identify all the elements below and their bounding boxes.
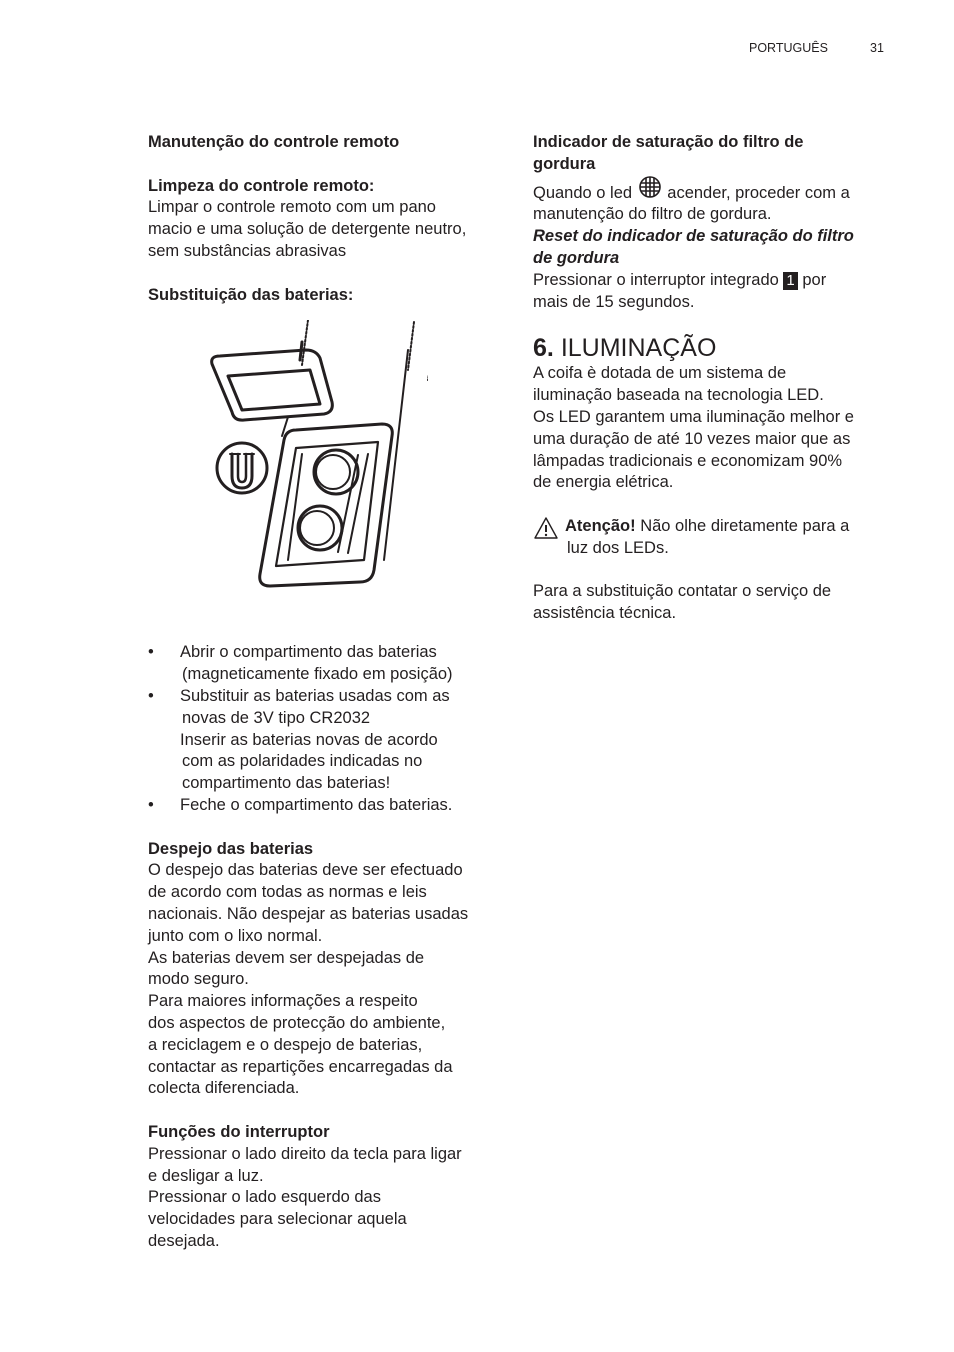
section-heading: 6. ILUMINAÇÃO	[533, 334, 717, 363]
lighting-line: uma duração de até 10 vezes maior que as	[533, 429, 851, 448]
list-item-text: com as polaridades indicadas no	[182, 752, 423, 771]
warning-label: Atenção!	[565, 516, 636, 535]
remote-cleaning-line: macio e uma solução de detergente neutro,	[148, 220, 467, 239]
disposal-line: colecta diferenciada.	[148, 1079, 300, 1098]
lighting-line: lâmpadas tradicionais e economizam 90%	[533, 451, 843, 470]
disposal-line: a reciclagem e o despejo de baterias,	[148, 1035, 423, 1054]
disposal-line: Para maiores informações a respeito	[148, 992, 418, 1011]
left-column	[148, 132, 508, 1253]
battery-replacement-title: Substituição das baterias:	[148, 285, 354, 304]
filter-indicator-title: gordura	[533, 154, 596, 173]
lighting-line: A coifa è dotada de um sistema de	[533, 364, 787, 383]
remote-cleaning-line: Limpar o controle remoto com um pano	[148, 198, 436, 217]
warning-text: luz dos LEDs.	[567, 538, 669, 557]
warning-note	[533, 516, 893, 560]
disposal-line: de acordo com todas as normas e leis	[148, 883, 427, 902]
reset-indicator-title: Reset do indicador de saturação do filtro	[533, 227, 854, 246]
list-item-text: novas de 3V tipo CR2032	[182, 708, 371, 727]
list-item-text: (magneticamente fixado em posição)	[182, 665, 453, 684]
grease-filter-grid-icon	[637, 176, 663, 200]
switch-line: Pressionar o lado esquerdo das	[148, 1188, 381, 1207]
disposal-line: nacionais. Não despejar as baterias usadas	[148, 904, 469, 923]
right-column	[533, 132, 893, 625]
disposal-line: modo seguro.	[148, 970, 249, 989]
switch-line: e desligar a luz.	[148, 1166, 264, 1185]
reset-indicator-text: mais de 15 segundos.	[533, 292, 695, 311]
lighting-line: de energia elétrica.	[533, 473, 674, 492]
list-item: • Abrir o compartimento das baterias (magneticamente fixado em posição)	[148, 642, 508, 686]
list-item	[148, 730, 508, 795]
reset-indicator-text: Pressionar o interruptor integrado 1 por	[533, 270, 827, 289]
remote-battery-illustration-icon	[198, 320, 428, 640]
page-number: 31	[870, 41, 884, 55]
list-item-text: Inserir as baterias novas de acordo	[180, 730, 438, 749]
remote-battery-illustration	[148, 320, 508, 640]
list-item: • Substituir as baterias usadas com as novas de 3V tipo CR2032	[148, 686, 508, 730]
warning-text: Não olhe diretamente para a	[640, 516, 850, 535]
battery-disposal-title: Despejo das baterias	[148, 839, 314, 858]
reset-indicator-title: de gordura	[533, 248, 620, 267]
remote-cleaning-title: Limpeza do controle remoto:	[148, 176, 375, 195]
list-item-text: Feche o compartimento das baterias.	[180, 795, 453, 814]
filter-indicator-text: Quando o led acender, proceder com a	[533, 176, 893, 205]
disposal-line: As baterias devem ser despejadas de	[148, 948, 425, 967]
list-item-text: Abrir o compartimento das baterias	[180, 643, 437, 662]
battery-steps-list	[148, 642, 508, 816]
switch-line: velocidades para selecionar aquela	[148, 1210, 407, 1229]
list-item-text: Substituir as baterias usadas com as	[180, 686, 450, 705]
lighting-line: iluminação baseada na tecnologia LED.	[533, 386, 824, 405]
disposal-line: contactar as repartições encarregadas da	[148, 1057, 453, 1076]
filter-indicator-title: Indicador de saturação do filtro de	[533, 133, 804, 151]
list-item-text: compartimento das baterias!	[182, 774, 391, 793]
warning-triangle-icon	[533, 516, 559, 540]
switch-line: desejada.	[148, 1231, 220, 1250]
switch-functions-title: Funções do interruptor	[148, 1122, 330, 1141]
lighting-line: Os LED garantem uma iluminação melhor e	[533, 407, 854, 426]
remote-cleaning-line: sem substâncias abrasivas	[148, 241, 347, 260]
replacement-line: assistência técnica.	[533, 604, 677, 623]
disposal-line: dos aspectos de protecção do ambiente,	[148, 1013, 446, 1032]
switch-line: Pressionar o lado direito da tecla para ligar	[148, 1144, 462, 1163]
remote-maintenance-title: Manutenção do controle remoto	[148, 133, 400, 151]
list-item: • Feche o compartimento das baterias.	[148, 795, 453, 814]
disposal-line: O despejo das baterias deve ser efectuado	[148, 861, 463, 880]
filter-indicator-text: manutenção do filtro de gordura.	[533, 205, 772, 224]
switch-number-badge: 1	[783, 272, 797, 290]
replacement-line: Para a substituição contatar o serviço de	[533, 582, 832, 601]
disposal-line: junto com o lixo normal.	[148, 926, 323, 945]
header-language: PORTUGUÊS	[749, 41, 828, 55]
